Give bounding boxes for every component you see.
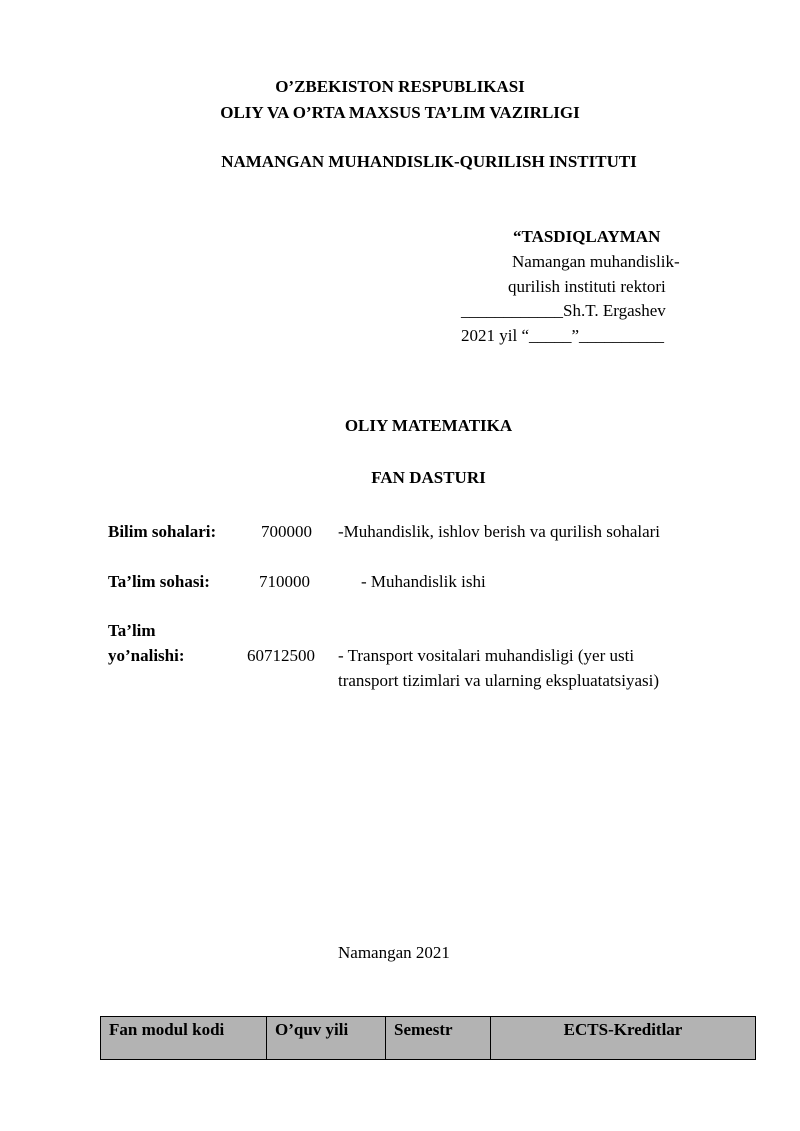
- field-desc-yonalish-2: transport tizimlari va ularning ekspluatatsiyasi): [338, 671, 660, 690]
- header-fan-modul-kodi: Fan modul kodi: [101, 1017, 267, 1060]
- approval-line-1: Namangan muhandislik-: [512, 252, 680, 271]
- approval-title: “TASDIQLAYMAN: [513, 227, 661, 246]
- approval-date: 2021 yil “_____”__________: [461, 326, 665, 345]
- module-table-header-row: [101, 1017, 756, 1060]
- approval-signature: ____________Sh.T. Ergashev: [461, 301, 666, 320]
- field-label-bilim: Bilim sohalari:: [108, 522, 217, 541]
- field-desc-bilim: -Muhandislik, ishlov berish va qurilish sohalari: [338, 522, 661, 541]
- field-desc-talim-sohasi: - Muhandislik ishi: [361, 572, 486, 591]
- field-code-talim-sohasi: 710000: [259, 572, 310, 591]
- ministry-line-1: O’ZBEKISTON RESPUBLIKASI: [275, 77, 525, 96]
- module-table: [100, 1016, 756, 1060]
- ministry-line-2: OLIY VA O’RTA MAXSUS TA’LIM VAZIRLIGI: [220, 103, 580, 122]
- field-label-yonalish-2: yo’nalishi:: [108, 646, 185, 665]
- header-oquv-yili: O’quv yili: [267, 1017, 386, 1060]
- field-desc-yonalish-1: - Transport vositalari muhandisligi (yer usti: [338, 646, 635, 665]
- place-year: Namangan 2021: [338, 943, 450, 962]
- field-code-bilim: 700000: [261, 522, 312, 541]
- subject-title: OLIY MATEMATIKA: [344, 416, 513, 435]
- institute-name: NAMANGAN MUHANDISLIK-QURILISH INSTITUTI: [221, 152, 637, 171]
- subject-subtitle: FAN DASTURI: [371, 468, 486, 487]
- field-code-yonalish: 60712500: [247, 646, 315, 665]
- field-label-talim-sohasi: Ta’lim sohasi:: [108, 572, 210, 591]
- header-semestr: Semestr: [386, 1017, 491, 1060]
- approval-line-2: qurilish instituti rektori: [508, 277, 666, 296]
- header-ects-kreditlar: ECTS-Kreditlar: [491, 1017, 756, 1060]
- field-label-yonalish-1: Ta’lim: [108, 621, 156, 640]
